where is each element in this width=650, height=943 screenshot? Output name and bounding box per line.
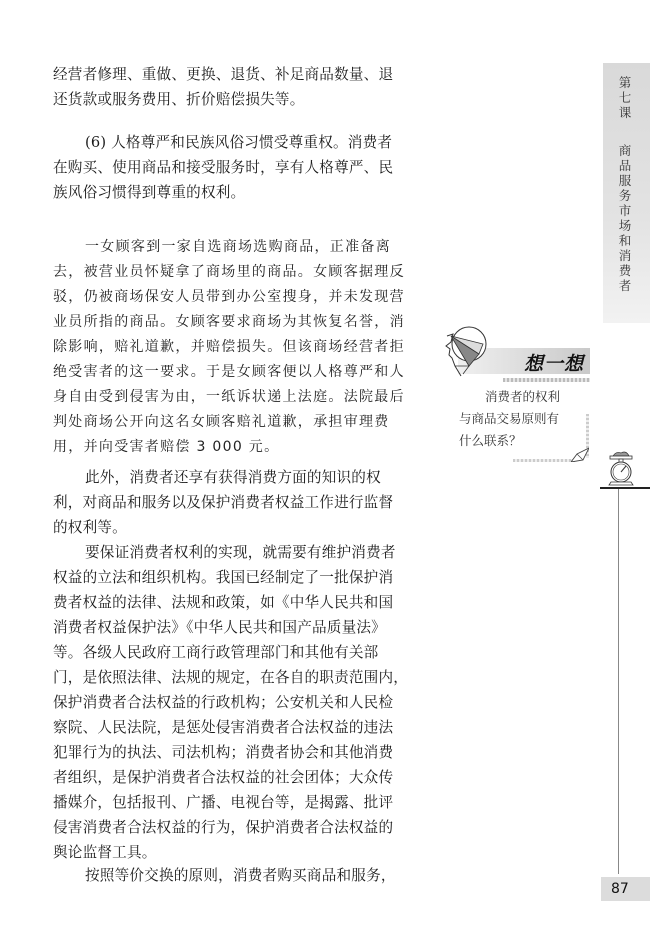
text-line: 还货款或服务费用、折价赔偿损失等。 [53,91,305,108]
lesson-number: 第七课 [618,75,632,120]
text-line: 犯罪行为的执法、司法机构；消费者协会和其他消费 [53,744,394,761]
chapter-tab [603,63,650,323]
text-line: 绝受害者的这一要求。于是女顾客便以人格尊严和人 [53,364,405,380]
think-title: 想一想 [523,353,584,375]
thinking-head-icon [443,322,487,378]
case-study [53,235,405,460]
text-line: 权益的立法和组织机构。我国已经制定了一批保护消 [53,569,394,586]
text-line: 身自由受到侵害为由，一纸诉状递上法庭。法院最后 [53,389,405,405]
paragraph-continuation [53,62,393,112]
page-number: 87 [601,877,650,901]
text-line: 在购买、使用商品和接受服务时，享有人格尊严、民 [53,159,394,176]
text-line: 除影响，赔礼道歉，并赔偿损失。但该商场经营者拒 [53,339,405,355]
sidebar-rule-horizontal [600,487,650,489]
text-line: 经营者修理、重做、更换、退货、补足商品数量、退 [53,66,394,83]
text-line: 驳，仍被商场保安人员带到办公室搜身，并未发现营 [53,289,405,305]
text-line: 保护消费者合法权益的行政机构；公安机关和人民检 [53,694,394,711]
text-line: 等。各级人民政府工商行政管理部门和其他有关部 [53,644,379,661]
text-line: 费者权益的法律、法规和政策，如《中华人民共和国 [53,594,394,611]
paragraph-right-6 [53,130,393,205]
text-line: 侵害消费者合法权益的行为，保护消费者合法权益的 [53,819,394,836]
text-line: 此外，消费者还享有获得消费方面的知识的权 [85,469,381,486]
question-line: 与商品交易原则有 [459,411,560,426]
page-curl-icon [571,446,589,462]
text-line: 播媒介，包括报刊、广播、电视台等，是揭露、批评 [53,794,394,811]
lesson-title: 商品服务市场和消费者 [618,143,632,293]
text-line: 察院、人民法院，是惩处侵害消费者合法权益的违法 [53,719,394,736]
text-line: (6) 人格尊严和民族风俗习惯受尊重权。消费者 [85,134,393,151]
text-line: 去，被营业员怀疑拿了商场里的商品。女顾客据理反 [53,264,405,280]
text-line: 一女顾客到一家自选商场选购商品，正准备离 [85,239,391,255]
banner-underline [503,378,590,382]
text-line: 舆论监督工具。 [53,844,157,861]
text-line: 用，并向受害者赔偿 3 000 元。 [53,439,280,455]
paragraph-equal-exchange [53,863,396,888]
scale-icon [604,450,638,486]
text-line: 门，是依照法律、法规的规定，在各自的职责范围内， [53,669,409,686]
text-line: 者组织，是保护消费者合法权益的社会团体；大众传 [53,769,394,786]
sidebar-rule-vertical [618,489,619,874]
think-question [459,386,589,452]
question-line: 消费者的权利 [485,389,561,404]
text-line: 业员所指的商品。女顾客要求商场为其恢复名誉，消 [53,314,405,330]
text-line: 族风俗习惯得到尊重的权利。 [53,184,246,201]
text-line: 的权利等。 [53,519,127,536]
paragraph-legislation [53,540,408,865]
text-line: 按照等价交换的原则，消费者购买商品和服务， [85,867,396,884]
text-line: 利，对商品和服务以及保护消费者权益工作进行监督 [53,494,394,511]
text-line: 消费者权益保护法》《中华人民共和国产品质量法》 [53,619,386,636]
paragraph-other-rights [53,465,393,540]
text-line: 判处商场公开向这名女顾客赔礼道歉，承担审理费 [53,414,390,430]
frame-border [513,459,575,462]
question-line: 什么联系？ [459,433,522,448]
think-box [443,322,593,472]
text-line: 要保证消费者权利的实现，就需要有维护消费者 [85,544,396,561]
